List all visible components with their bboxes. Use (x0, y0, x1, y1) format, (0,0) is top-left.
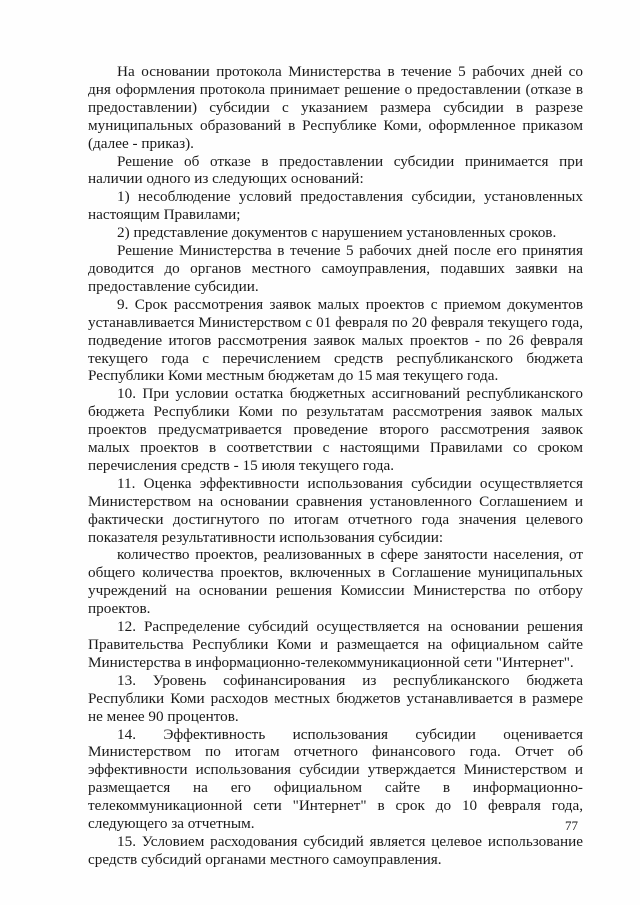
paragraph-item-15: 15. Условием расходования субсидий является целевое использование средств субсидий органами местного самоуправления. (88, 832, 583, 868)
paragraph-item-9: 9. Срок рассмотрения заявок малых проектов с приемом документов устанавливается Министерством с 01 февраля по 20 февраля текущего года, подведение итогов рассмотрения заявок малых проектов - по 26 февраля текущего года с перечислением средств республиканского бюджета Республики Коми местным бюджетам до 15 мая текущего года. (88, 295, 583, 385)
paragraph-item-14: 14. Эффективность использования субсидии оценивается Министерством по итогам отчетного финансового года. Отчет об эффективности использования субсидии утверждается Министерством и размещается на его официальном сайте в информационно-телекоммуникационной сети "Интернет" в срок до 10 февраля года, следующего за отчетным. (88, 725, 583, 833)
paragraph-protocol-decision: На основании протокола Министерства в течение 5 рабочих дней со дня оформления протокола принимает решение о предоставлении (отказе в предоставлении) субсидии с указанием размера субсидии в разрезе муниципальных образований в Республике Коми, оформленное приказом (далее - приказ). (88, 63, 583, 152)
paragraph-item-10: 10. При условии остатка бюджетных ассигнований республиканского бюджета Республики Коми по результатам рассмотрения заявок малых проектов предусматривается проведение второго рассмотрения заявок малых проектов в соответствии с настоящими Правилами со сроком перечисления средств - 15 июля текущего года. (88, 385, 583, 474)
paragraph-decision-notice: Решение Министерства в течение 5 рабочих дней после его принятия доводится до органов местного самоуправления, подавших заявки на предоставление субсидии. (88, 242, 583, 295)
paragraph-refusal-grounds: Решение об отказе в предоставлении субсидии принимается при наличии одного из следующих оснований: (88, 152, 583, 188)
paragraph-indicator: количество проектов, реализованных в сфере занятости населения, от общего количества проектов, включенных в Соглашение муниципальных учреждений на основании решения Комиссии Министерства по отбору проектов. (88, 546, 583, 618)
paragraph-item-12: 12. Распределение субсидий осуществляется на основании решения Правительства Республики Коми и размещается на официальном сайте Министерства в информационно-телекоммуникационной сети "Интернет". (88, 618, 583, 671)
page-number: 77 (565, 818, 578, 833)
paragraph-ground-2: 2) представление документов с нарушением установленных сроков. (117, 224, 557, 242)
paragraph-item-13: 13. Уровень софинансирования из республиканского бюджета Республики Коми расходов местных бюджетов устанавливается в размере не менее 90 процентов. (88, 671, 583, 725)
document-body (88, 63, 583, 869)
paragraph-item-11: 11. Оценка эффективности использования субсидии осуществляется Министерством на основании сравнения установленного Соглашением и фактически достигнутого по итогам отчетного года значения целевого показателя результативности использования субсидии: (88, 474, 583, 546)
paragraph-ground-1: 1) несоблюдение условий предоставления субсидии, установленных настоящим Правилами; (88, 188, 583, 224)
